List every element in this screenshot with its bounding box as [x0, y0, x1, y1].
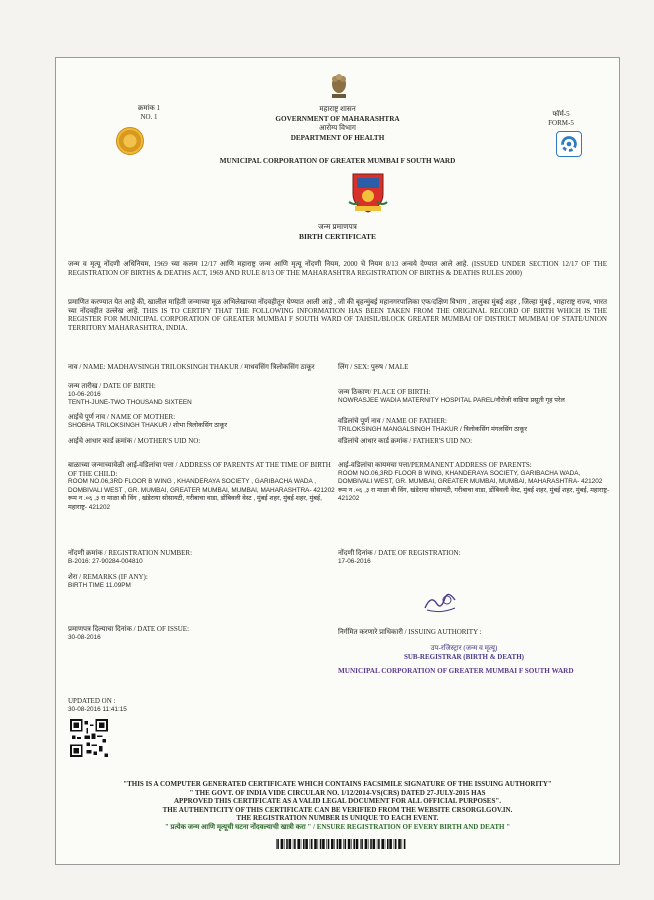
dob-words: TENTH-JUNE-TWO THOUSAND SIXTEEN [68, 399, 192, 407]
permanent-address-dev: रूम न .०६ ,३ रा माळा बी विंग, खंडेराया सोसायटी, गरीबाचा वाडा, डोंबिवली वेस्ट, मुंबई शहर, मुंबई शहर, मुंबई, महाराष्ट्र- 421202 [338, 486, 610, 503]
certificate-sheet [55, 57, 620, 865]
mother-uid: आईचे आधार कार्ड क्रमांक / MOTHER'S UID NO: [68, 437, 201, 445]
footer-line-3: APPROVED THIS CERTIFICATE AS A VALID LEGAL DOCUMENT FOR ALL OFFICIAL PURPOSES". [173, 797, 501, 806]
sub-registrar [374, 644, 554, 661]
father-label: वडिलांचे पूर्ण नाव / NAME OF FATHER: [338, 417, 447, 425]
registration-number-value: B-2016: 27-90284-004810 [68, 557, 143, 565]
national-emblem-icon [328, 70, 350, 100]
dept-en: DEPARTMENT OF HEALTH [290, 133, 385, 142]
footer-notice [56, 780, 619, 832]
date-of-issue-label: प्रमाणपत्र दिल्याचा दिनांक / DATE OF ISSUE: [68, 625, 190, 633]
signature-icon [421, 588, 461, 616]
child-name: नाव / NAME: MADHAVSINGH TRILOKSINGH THAKUR / माधवसिंग त्रिलोकसिंग ठाकूर [68, 363, 315, 371]
father-value: TRILOKSINGH MANGALSINGH THAKUR / त्रिलोकसिंग मंगलसिंग ठाकूर [338, 425, 528, 433]
address-at-birth-label: बाळाच्या जन्माच्यावेळी आई-वडिलांचा पत्ता / ADDRESS OF PARENTS AT THE TIME OF BIRTH OF THE CHILD: [68, 461, 331, 478]
registration-date-value: 17-06-2016 [338, 557, 371, 565]
footer-line-6: " प्रत्येक जन्म आणि मृत्यूची घटना नोंदवल्याची खात्री करा " / ENSURE REGISTRATION OF EVERY BIRTH AND DEATH " [164, 822, 511, 831]
child-sex: लिंग / SEX: पुरुष / MALE [338, 363, 409, 371]
dept-dev: आरोग्य विभाग [319, 124, 356, 132]
sub-registrar-dev: उप-रजिस्ट्रार (जन्म व मृत्यू) [430, 644, 498, 652]
mother-block [68, 413, 346, 430]
government-header [56, 105, 619, 143]
date-of-issue-block [68, 625, 346, 642]
updated-label: UPDATED ON : [68, 697, 116, 705]
remarks-block [68, 573, 346, 590]
form-dev: फॉर्म-5 [552, 110, 570, 118]
certificate-title [56, 222, 619, 241]
remarks-label: शेरा / REMARKS (IF ANY): [68, 573, 148, 581]
form-en: FORM-5 [548, 119, 574, 127]
registration-date-block [338, 549, 613, 566]
updated-block [68, 697, 346, 714]
address-at-birth-value: ROOM NO.06,3RD FLOOR B WING , KHANDERAYA SOCIETY , GARIBACHA WADA , DOMBIVALI WEST , GR. MUMBAI, GREATER MUMBAI, MUMBAI, MAHARASHTRA- 421202 [68, 478, 335, 494]
dob-label: जन्म तारीख / DATE OF BIRTH: [68, 382, 156, 390]
qr-code-icon [70, 719, 108, 757]
father-uid: वडिलांचे आधार कार्ड क्रमांक / FATHER'S UID NO: [338, 437, 473, 445]
dob-block [68, 382, 346, 408]
dob-value: 10-06-2016 [68, 390, 101, 398]
serial-en: NO. 1 [140, 113, 158, 121]
certify-paragraph: प्रमाणित करण्यात येत आहे की, खालील माहिती जन्माच्या मूळ अभिलेखाच्या नोंदवहीतून घेण्यात आली आहे , जी की बृहन्मुंबई महानगरपालिका एफ/दक्षिण विभाग , तालुका मुंबई शहर , जिल्हा मुंबई , महाराष्ट्र राज्य, भारत च्या नोंदवहीत उल्लेख आहे. THIS IS TO CERTIFY THAT THE FOLLOWING INFORMATION HAS BEEN TAKEN FROM THE ORIGINAL RECORD OF BIRTH WHICH IS THE REGISTER FOR MUNICIPAL CORPORATION OF GREATER MUMBAI F SOUTH WARD OF TAHSIL/BLOCK GREATER MUMBAI OF DISTRICT MUMBAI OF STATE/UNION TERRITORY MAHARASHTRA, INDIA. [68, 298, 607, 332]
remarks-value: BIRTH TIME 11.09PM [68, 581, 131, 589]
pob-value: NOWRASJEE WADIA MATERNITY HOSPITAL PAREL/नौरोजी वाडिया प्रसूती गृह परेल [338, 396, 565, 404]
issuing-authority-label: निर्गमित करणारे प्राधिकारी / ISSUING AUTHORITY : [338, 628, 482, 636]
authority-corporation: MUNICIPAL CORPORATION OF GREATER MUMBAI F SOUTH WARD [338, 667, 574, 675]
barcode-icon [276, 839, 406, 849]
mother-label: आईचे पूर्ण नाव / NAME OF MOTHER: [68, 413, 176, 421]
footer-line-5: THE REGISTRATION NUMBER IS UNIQUE TO EACH EVENT. [236, 814, 439, 823]
sub-registrar-en: SUB-REGISTRAR (BIRTH & DEATH) [403, 652, 524, 661]
permanent-address-label: आई-वडिलांचा कायमचा पत्ता/PERMANENT ADDRESS OF PARENTS: [338, 461, 532, 469]
registration-number-label: नोंदणी क्रमांक / REGISTRATION NUMBER: [68, 549, 193, 557]
gov-dev: महाराष्ट्र शासन [319, 105, 356, 113]
address-at-birth-block [68, 461, 338, 513]
permanent-address-value: ROOM NO.06,3RD FLOOR B WING, KHANDERAYA SOCIETY, GARIBACHA WADA, DOMBIVALI WEST, GR. MUMBAI, GREATER MUMBAI, MUMBAI, MAHARASHTRA- 421202 [338, 469, 603, 486]
address-at-birth-dev: रूम न .०६ ,३ रा माळा बी विंग , खंडेराया सोसायटी, गरीबाचा वाडा, डोंबिवली वेस्ट , मुंबई शहर, मुंबई शहर, मुंबई, महाराष्ट्र- 421202 [68, 495, 322, 511]
cert-title-en: BIRTH CERTIFICATE [298, 231, 377, 241]
registration-date-label: नोंदणी दिनांक / DATE OF REGISTRATION: [338, 549, 461, 557]
footer-line-4: THE AUTHENTICITY OF THIS CERTIFICATE CAN BE VERIFIED FROM THE WEBSITE CRSORGI.GOV.IN. [162, 805, 513, 814]
father-block [338, 417, 613, 434]
cert-title-dev: जन्म प्रमाणपत्र [318, 222, 357, 231]
mother-value: SHOBHA TRILOKSINGH THAKUR / शोभा त्रिलोकसिंग ठाकूर [68, 421, 228, 429]
permanent-address-block [338, 461, 613, 504]
corporation-title: MUNICIPAL CORPORATION OF GREATER MUMBAI F SOUTH WARD [219, 157, 456, 165]
footer-line-1: "THIS IS A COMPUTER GENERATED CERTIFICATE WHICH CONTAINS FACSIMILE SIGNATURE OF THE ISSUING AUTHORITY" [123, 780, 552, 788]
updated-value: 30-08-2016 11:41:15 [68, 705, 127, 713]
serial-dev: क्रमांक 1 [137, 104, 160, 112]
pob-block [338, 388, 613, 405]
registration-number-block [68, 549, 346, 566]
mcgm-logo-icon [345, 168, 391, 214]
footer-line-2: " THE GOVT. OF INDIA VIDE CIRCULAR NO. 1/12/2014-VS(CRS) DATED 27-JULY-2015 HAS [189, 788, 486, 797]
gov-en: GOVERNMENT OF MAHARASHTRA [275, 114, 400, 123]
date-of-issue-value: 30-08-2016 [68, 633, 101, 641]
pob-label: जन्म ठिकाण/ PLACE OF BIRTH: [338, 388, 431, 396]
issued-under-paragraph: जन्म व मृत्यू नोंदणी अधिनियम, 1969 च्या कलम 12/17 आणि महाराष्ट्र जन्म आणि मृत्यू नोंदणी नियम, 2000 चे नियम 8/13 अन्वये देण्यात आले आहे. (ISSUED UNDER SECTION 12/17 OF THE REGISTRATION OF BIRTHS & DEATHS ACT, 1969 AND RULE 8/13 OF THE MAHARASHTRA REGISTRATION OF BIRTHS & DEATHS RULES 2000) [68, 260, 607, 277]
